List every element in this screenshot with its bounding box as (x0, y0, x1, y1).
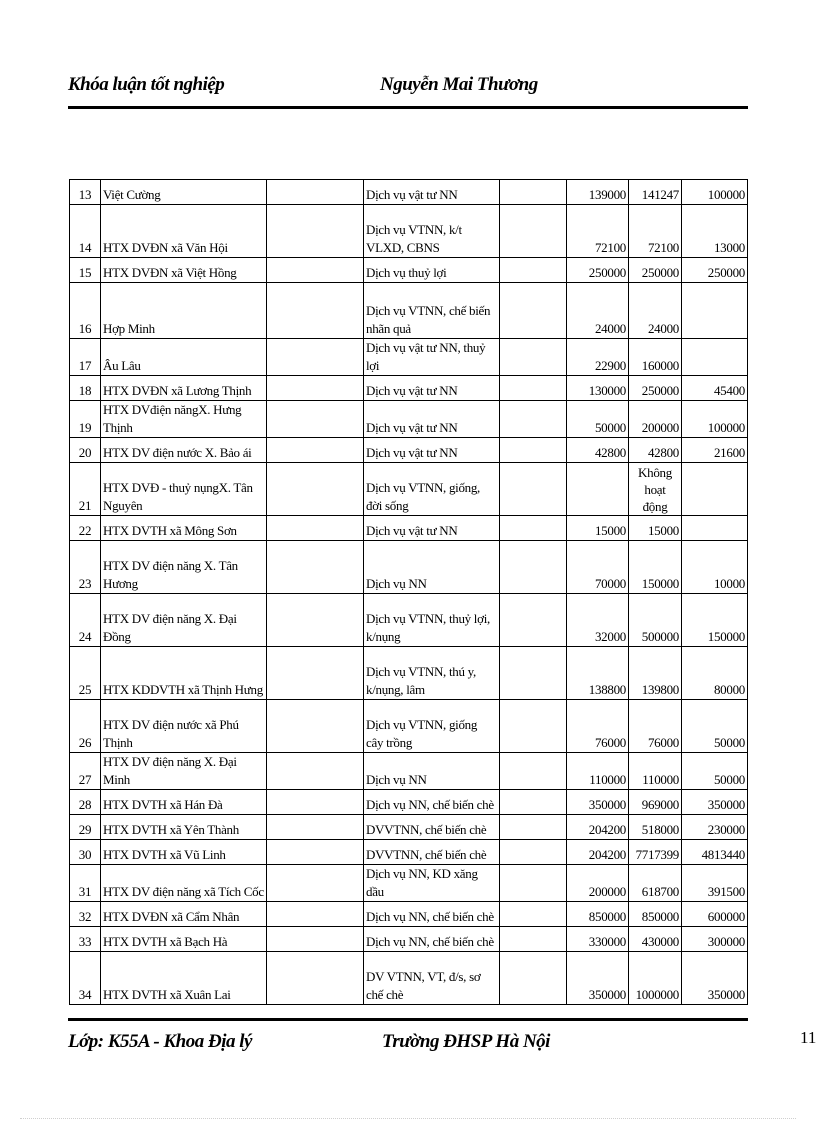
service-type-cell: Dịch vụ NN, chế biến chè (364, 790, 500, 815)
empty-cell (267, 258, 364, 283)
table-row (70, 516, 748, 541)
value-3-cell (682, 516, 748, 541)
row-number-cell: 16 (70, 283, 101, 339)
row-number-cell: 34 (70, 952, 101, 1005)
value-1-cell: 24000 (567, 283, 629, 339)
value-1-cell: 350000 (567, 952, 629, 1005)
value-2-cell: 430000 (629, 927, 682, 952)
table-row (70, 952, 748, 1005)
service-type-cell: Dịch vụ VTNN, giống, đời sống (364, 463, 500, 516)
empty-cell (500, 376, 567, 401)
value-1-cell: 110000 (567, 753, 629, 790)
empty-cell (500, 463, 567, 516)
empty-cell (500, 840, 567, 865)
value-1-cell: 850000 (567, 902, 629, 927)
value-3-cell: 50000 (682, 700, 748, 753)
service-type-cell: Dịch vụ NN (364, 753, 500, 790)
value-2-cell: 72100 (629, 205, 682, 258)
table-row (70, 258, 748, 283)
value-1-cell: 204200 (567, 840, 629, 865)
cooperative-name-cell: HTX DV điện năng X. Đại Đồng (101, 594, 267, 647)
table-row (70, 865, 748, 902)
cooperative-name-cell: HTX DV điện nước X. Bảo ái (101, 438, 267, 463)
table-row (70, 401, 748, 438)
value-1-cell: 130000 (567, 376, 629, 401)
cooperative-name-cell: HTX DVTH xã Yên Thành (101, 815, 267, 840)
service-type-cell: Dịch vụ VTNN, thú y, k/nụng, lâm (364, 647, 500, 700)
value-3-cell: 21600 (682, 438, 748, 463)
empty-cell (267, 283, 364, 339)
empty-cell (267, 647, 364, 700)
cooperative-name-cell: HTX DVTH xã Vũ Linh (101, 840, 267, 865)
table-row (70, 753, 748, 790)
value-3-cell: 391500 (682, 865, 748, 902)
empty-cell (267, 952, 364, 1005)
value-1-cell: 22900 (567, 339, 629, 376)
empty-cell (267, 927, 364, 952)
cooperative-name-cell: HTX DVTH xã Xuân Lai (101, 952, 267, 1005)
empty-cell (500, 902, 567, 927)
table-body (70, 180, 748, 1005)
value-2-cell: 110000 (629, 753, 682, 790)
cooperative-name-cell: HTX DVTH xã Mông Sơn (101, 516, 267, 541)
cooperative-name-cell: HTX DVĐN xã Lương Thịnh (101, 376, 267, 401)
service-type-cell: Dịch vụ vật tư NN, thuỷ lợi (364, 339, 500, 376)
value-3-cell (682, 283, 748, 339)
empty-cell (267, 840, 364, 865)
page-edge-divider (20, 1118, 796, 1119)
empty-cell (267, 541, 364, 594)
service-type-cell: Dịch vụ VTNN, chế biến nhãn quả (364, 283, 500, 339)
cooperative-name-cell: HTX DV điện nước xã Phú Thịnh (101, 700, 267, 753)
empty-cell (500, 258, 567, 283)
service-type-cell: Dịch vụ vật tư NN (364, 376, 500, 401)
empty-cell (267, 516, 364, 541)
empty-cell (267, 815, 364, 840)
empty-cell (500, 700, 567, 753)
table-row (70, 700, 748, 753)
value-2-cell: 7717399 (629, 840, 682, 865)
service-type-cell: Dịch vụ NN, chế biến chè (364, 927, 500, 952)
cooperative-name-cell: HTX DVTH xã Hán Đà (101, 790, 267, 815)
value-3-cell: 250000 (682, 258, 748, 283)
empty-cell (267, 438, 364, 463)
empty-cell (267, 753, 364, 790)
cooperative-name-cell: HTX DV điện năng X. Đại Minh (101, 753, 267, 790)
row-number-cell: 29 (70, 815, 101, 840)
row-number-cell: 33 (70, 927, 101, 952)
service-type-cell: Dịch vụ VTNN, k/t VLXD, CBNS (364, 205, 500, 258)
empty-cell (500, 865, 567, 902)
empty-cell (500, 594, 567, 647)
value-2-cell: 850000 (629, 902, 682, 927)
service-type-cell: DV VTNN, VT, đ/s, sơ chế chè (364, 952, 500, 1005)
table-row (70, 902, 748, 927)
cooperative-name-cell: Âu Lâu (101, 339, 267, 376)
page-number: 11 (800, 1028, 816, 1047)
empty-cell (500, 401, 567, 438)
service-type-cell: Dịch vụ NN, KD xăng dầu (364, 865, 500, 902)
footer-class: Lớp: K55A - Khoa Địa lý (68, 1031, 252, 1052)
value-3-cell: 45400 (682, 376, 748, 401)
table-row (70, 463, 748, 516)
empty-cell (500, 753, 567, 790)
row-number-cell: 27 (70, 753, 101, 790)
value-2-cell: 969000 (629, 790, 682, 815)
page-footer (68, 1018, 748, 1061)
value-1-cell: 76000 (567, 700, 629, 753)
value-2-cell: 141247 (629, 180, 682, 205)
table-row (70, 927, 748, 952)
row-number-cell: 23 (70, 541, 101, 594)
cooperative-name-cell: HTX DV điện năng X. Tân Hương (101, 541, 267, 594)
service-type-cell: DVVTNN, chế biến chè (364, 815, 500, 840)
value-2-cell: 1000000 (629, 952, 682, 1005)
service-type-cell: Dịch vụ NN, chế biến chè (364, 902, 500, 927)
table-row (70, 339, 748, 376)
value-2-cell: Không hoạt động (629, 463, 682, 516)
value-3-cell: 13000 (682, 205, 748, 258)
value-2-cell: 518000 (629, 815, 682, 840)
value-3-cell: 600000 (682, 902, 748, 927)
empty-cell (500, 927, 567, 952)
cooperative-name-cell: HTX DVĐN xã Việt Hồng (101, 258, 267, 283)
empty-cell (500, 647, 567, 700)
empty-cell (267, 401, 364, 438)
empty-cell (267, 463, 364, 516)
value-3-cell (682, 339, 748, 376)
empty-cell (267, 865, 364, 902)
row-number-cell: 30 (70, 840, 101, 865)
value-1-cell: 139000 (567, 180, 629, 205)
empty-cell (500, 339, 567, 376)
cooperative-name-cell: HTX KDDVTH xã Thịnh Hưng (101, 647, 267, 700)
service-type-cell: Dịch vụ vật tư NN (364, 180, 500, 205)
footer-university: Trường ĐHSP Hà Nội (382, 1031, 550, 1052)
value-2-cell: 24000 (629, 283, 682, 339)
empty-cell (267, 180, 364, 205)
empty-cell (267, 902, 364, 927)
cooperative-name-cell: HTX DV điện năng xã Tích Cốc (101, 865, 267, 902)
value-1-cell: 138800 (567, 647, 629, 700)
value-1-cell: 72100 (567, 205, 629, 258)
value-2-cell: 250000 (629, 258, 682, 283)
cooperative-name-cell: HTX DVĐN xã Cẩm Nhân (101, 902, 267, 927)
value-3-cell: 100000 (682, 401, 748, 438)
empty-cell (267, 594, 364, 647)
service-type-cell: Dịch vụ thuỷ lợi (364, 258, 500, 283)
cooperative-name-cell: HTX DVđiện năngX. Hưng Thịnh (101, 401, 267, 438)
empty-cell (267, 376, 364, 401)
empty-cell (500, 815, 567, 840)
value-2-cell: 250000 (629, 376, 682, 401)
value-1-cell (567, 463, 629, 516)
cooperative-name-cell: Hợp Minh (101, 283, 267, 339)
value-1-cell: 330000 (567, 927, 629, 952)
empty-cell (500, 283, 567, 339)
empty-cell (267, 339, 364, 376)
cooperative-name-cell: HTX DVĐ - thuỷ nụngX. Tân Nguyên (101, 463, 267, 516)
service-type-cell: Dịch vụ VTNN, thuỷ lợi, k/nụng (364, 594, 500, 647)
table-row (70, 594, 748, 647)
row-number-cell: 28 (70, 790, 101, 815)
row-number-cell: 21 (70, 463, 101, 516)
empty-cell (500, 205, 567, 258)
page-header (68, 70, 748, 109)
service-type-cell: Dịch vụ NN (364, 541, 500, 594)
header-author: Nguyễn Mai Thương (380, 74, 538, 95)
row-number-cell: 15 (70, 258, 101, 283)
table-row (70, 376, 748, 401)
cooperatives-table (69, 179, 748, 1005)
row-number-cell: 14 (70, 205, 101, 258)
value-1-cell: 32000 (567, 594, 629, 647)
value-1-cell: 50000 (567, 401, 629, 438)
value-2-cell: 139800 (629, 647, 682, 700)
cooperative-name-cell: HTX DVTH xã Bạch Hà (101, 927, 267, 952)
value-2-cell: 618700 (629, 865, 682, 902)
cooperative-name-cell: HTX DVĐN xã Văn Hội (101, 205, 267, 258)
value-3-cell: 230000 (682, 815, 748, 840)
row-number-cell: 22 (70, 516, 101, 541)
table-row (70, 180, 748, 205)
value-1-cell: 250000 (567, 258, 629, 283)
service-type-cell: Dịch vụ vật tư NN (364, 401, 500, 438)
value-3-cell: 300000 (682, 927, 748, 952)
header-thesis-title: Khóa luận tốt nghiệp (68, 74, 225, 95)
empty-cell (500, 790, 567, 815)
service-type-cell: Dịch vụ VTNN, giống cây trồng (364, 700, 500, 753)
value-3-cell: 150000 (682, 594, 748, 647)
value-3-cell: 50000 (682, 753, 748, 790)
value-2-cell: 150000 (629, 541, 682, 594)
value-1-cell: 350000 (567, 790, 629, 815)
value-1-cell: 15000 (567, 516, 629, 541)
table-row (70, 438, 748, 463)
empty-cell (500, 438, 567, 463)
value-2-cell: 76000 (629, 700, 682, 753)
value-1-cell: 204200 (567, 815, 629, 840)
cooperative-name-cell: Việt Cường (101, 180, 267, 205)
empty-cell (500, 952, 567, 1005)
table-row (70, 283, 748, 339)
service-type-cell: Dịch vụ vật tư NN (364, 516, 500, 541)
row-number-cell: 19 (70, 401, 101, 438)
row-number-cell: 18 (70, 376, 101, 401)
value-3-cell: 350000 (682, 790, 748, 815)
value-3-cell: 100000 (682, 180, 748, 205)
value-3-cell: 10000 (682, 541, 748, 594)
empty-cell (267, 790, 364, 815)
value-2-cell: 500000 (629, 594, 682, 647)
value-2-cell: 15000 (629, 516, 682, 541)
empty-cell (500, 516, 567, 541)
value-2-cell: 42800 (629, 438, 682, 463)
table-row (70, 840, 748, 865)
row-number-cell: 31 (70, 865, 101, 902)
value-1-cell: 42800 (567, 438, 629, 463)
value-3-cell: 350000 (682, 952, 748, 1005)
table-row (70, 647, 748, 700)
value-2-cell: 200000 (629, 401, 682, 438)
empty-cell (500, 180, 567, 205)
row-number-cell: 32 (70, 902, 101, 927)
table-row (70, 541, 748, 594)
empty-cell (267, 700, 364, 753)
row-number-cell: 24 (70, 594, 101, 647)
value-3-cell: 80000 (682, 647, 748, 700)
row-number-cell: 17 (70, 339, 101, 376)
empty-cell (267, 205, 364, 258)
service-type-cell: DVVTNN, chế biến chè (364, 840, 500, 865)
table-row (70, 815, 748, 840)
service-type-cell: Dịch vụ vật tư NN (364, 438, 500, 463)
row-number-cell: 20 (70, 438, 101, 463)
value-3-cell: 4813440 (682, 840, 748, 865)
value-2-cell: 160000 (629, 339, 682, 376)
table-row (70, 790, 748, 815)
row-number-cell: 25 (70, 647, 101, 700)
value-1-cell: 200000 (567, 865, 629, 902)
table-row (70, 205, 748, 258)
value-3-cell (682, 463, 748, 516)
empty-cell (500, 541, 567, 594)
row-number-cell: 26 (70, 700, 101, 753)
value-1-cell: 70000 (567, 541, 629, 594)
row-number-cell: 13 (70, 180, 101, 205)
